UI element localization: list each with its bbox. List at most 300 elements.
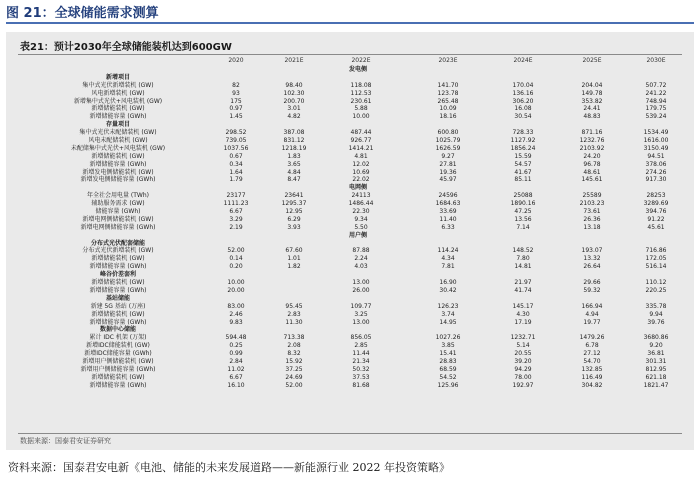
table-cell: 149.78: [581, 89, 603, 97]
table-cell: 4.94: [585, 310, 599, 318]
row-label: 未配储集中式光伏+风电装机 (GW): [70, 144, 166, 152]
table-cell: 1486.44: [348, 200, 374, 208]
table-cell: 13.56: [514, 215, 532, 223]
table-row: [18, 137, 682, 145]
table-cell: 5.14: [516, 342, 530, 350]
table-cell: 4.82: [287, 113, 301, 121]
table-cell: 487.44: [350, 129, 372, 137]
col-header: 2023E: [438, 57, 458, 64]
outer-source-note: 资料来源：国泰君安电新《电池、储能的未来发展道路——新能源行业 2022 年投资策略》: [8, 461, 450, 474]
table-cell: 9.94: [649, 310, 663, 318]
table-cell: 28253: [646, 192, 666, 200]
table-cell: 11.02: [227, 365, 245, 373]
table-cell: 6.33: [441, 223, 455, 231]
table-cell: 1821.47: [643, 381, 669, 389]
table-cell: 265.48: [437, 97, 459, 105]
table-cell: 3150.49: [643, 144, 669, 152]
table-cell: 41.74: [514, 286, 532, 294]
table-row: [18, 358, 682, 366]
row-label: 年全社会用电量 (TWh): [87, 192, 149, 200]
table-cell: 48.83: [583, 113, 601, 121]
table-cell: 82: [232, 81, 240, 89]
table-cell: 11.44: [352, 350, 370, 358]
table-cell: 91.22: [647, 215, 665, 223]
row-label: 用户侧: [348, 231, 367, 239]
table-cell: 26.64: [583, 263, 601, 271]
row-label: 新增储能装机 (GW): [91, 279, 145, 287]
figure-title: 图 21：全球储能需求测算: [6, 6, 159, 21]
table-cell: 516.14: [645, 263, 667, 271]
table-cell: 2.83: [287, 310, 301, 318]
table-cell: 59.32: [583, 286, 601, 294]
table-cell: 378.06: [645, 160, 667, 168]
row-label: 新增集中式光伏+风电装机 (GW): [73, 97, 163, 105]
table-cell: 94.29: [514, 365, 532, 373]
table-cell: 20.00: [227, 286, 245, 294]
table-cell: 7.81: [441, 263, 455, 271]
table-row: [18, 311, 682, 319]
table-cell: 739.05: [225, 137, 247, 145]
table-cell: 1111.23: [223, 200, 249, 208]
table-cell: 716.86: [645, 247, 667, 255]
section-row: [18, 232, 682, 240]
row-label: 新增储能装机 (GW): [91, 310, 145, 318]
row-label: 集中式光伏新增装机 (GW): [82, 81, 154, 89]
table-cell: 12.95: [285, 208, 303, 216]
table-cell: 136.16: [512, 89, 534, 97]
row-label: 新增储能容量 (GWh): [89, 381, 147, 389]
table-cell: 230.61: [350, 97, 372, 105]
row-label: 辅助服务需求 (GW): [91, 200, 145, 208]
table-cell: 1.01: [287, 255, 301, 263]
row-label: 储能容量 (GWh): [95, 208, 141, 216]
table-cell: 4.03: [354, 263, 368, 271]
row-label: 新增发电侧储能容量 (GWh): [80, 176, 156, 184]
row-label: 新增IDC储能装机 (GW): [86, 342, 150, 350]
row-label: 新增储能容量 (GWh): [89, 160, 147, 168]
table-row: [18, 153, 682, 161]
table-cell: 917.30: [645, 176, 667, 184]
table-row: [18, 382, 682, 390]
section-row: [18, 66, 682, 74]
table-header: [18, 56, 682, 66]
table-cell: 353.82: [581, 97, 603, 105]
row-label: 新增储能装机 (GW): [91, 373, 145, 381]
table-cell: 95.45: [285, 302, 303, 310]
table-cell: 8.32: [287, 350, 301, 358]
table-cell: 110.12: [645, 279, 667, 287]
table-cell: 2.46: [229, 310, 243, 318]
table-cell: 45.97: [439, 176, 457, 184]
subsection-row: [18, 121, 682, 129]
table-cell: 2.85: [354, 342, 368, 350]
table-cell: 1127.92: [510, 137, 536, 145]
table-cell: 1.82: [287, 263, 301, 271]
table-cell: 50.32: [352, 365, 370, 373]
table-cell: 1037.56: [223, 144, 249, 152]
table-cell: 6.67: [229, 208, 243, 216]
table-cell: 18.16: [439, 113, 457, 121]
table-cell: 172.05: [645, 255, 667, 263]
row-label: 累计 IDC 机架 (万架): [89, 334, 147, 342]
table-row: [18, 200, 682, 208]
table-cell: 114.24: [437, 247, 459, 255]
table-cell: 26.36: [583, 215, 601, 223]
table-panel: [6, 32, 694, 450]
table-row: [18, 374, 682, 382]
table-cell: 204.04: [581, 81, 603, 89]
table-cell: 33.69: [439, 208, 457, 216]
table-cell: 0.34: [229, 160, 243, 168]
table-cell: 54.70: [583, 357, 601, 365]
table-cell: 98.40: [285, 81, 303, 89]
table-cell: 73.61: [583, 208, 601, 216]
table-cell: 8.47: [287, 176, 301, 184]
row-label: 发电侧: [348, 66, 367, 73]
subsection-row: [18, 74, 682, 82]
table-cell: 301.31: [645, 357, 667, 365]
table-cell: 192.97: [512, 381, 534, 389]
table-cell: 125.96: [437, 381, 459, 389]
table-cell: 11.30: [285, 318, 303, 326]
figure-title-bar: [6, 2, 694, 24]
table-cell: 24.41: [583, 105, 601, 113]
table-row: [18, 129, 682, 137]
table-cell: 39.20: [514, 357, 532, 365]
table-cell: 21.34: [352, 357, 370, 365]
table-cell: 728.33: [512, 129, 534, 137]
table-cell: 2103.92: [579, 144, 605, 152]
row-label: 风电新增装机 (GW): [91, 89, 145, 97]
row-label: 风电未配储装机 (GW): [88, 137, 148, 145]
table-row: [18, 192, 682, 200]
table-cell: 2.84: [229, 357, 243, 365]
table-cell: 298.52: [225, 129, 247, 137]
table-cell: 13.00: [352, 318, 370, 326]
table-cell: 9.34: [354, 215, 368, 223]
table-cell: 28.83: [439, 357, 457, 365]
table-cell: 4.30: [516, 310, 530, 318]
table-cell: 3.85: [441, 342, 455, 350]
table-cell: 67.60: [285, 247, 303, 255]
table-cell: 25088: [513, 192, 533, 200]
table-cell: 45.61: [647, 223, 665, 231]
table-cell: 179.75: [645, 105, 667, 113]
col-header: 2030E: [646, 57, 666, 64]
table-cell: 13.32: [583, 255, 601, 263]
table-cell: 4.34: [441, 255, 455, 263]
table-cell: 335.78: [645, 302, 667, 310]
table-cell: 926.77: [350, 137, 372, 145]
row-label: 新增项目: [105, 73, 130, 81]
table-cell: 22.30: [352, 208, 370, 216]
table-row: [18, 82, 682, 90]
table-cell: 539.24: [645, 113, 667, 121]
table-cell: 93: [232, 89, 240, 97]
table-cell: 1232.76: [579, 137, 605, 145]
table-cell: 3.65: [287, 160, 301, 168]
table-cell: 748.94: [645, 97, 667, 105]
table-cell: 141.70: [437, 81, 459, 89]
table-cell: 193.07: [581, 247, 603, 255]
table-cell: 7.14: [516, 223, 530, 231]
row-label: 电网侧: [348, 184, 367, 192]
table-row: [18, 366, 682, 374]
table-cell: 9.27: [441, 152, 455, 160]
table-cell: 123.78: [437, 89, 459, 97]
col-header: 2025E: [582, 57, 602, 64]
table-cell: 7.80: [516, 255, 530, 263]
table-cell: 37.25: [285, 365, 303, 373]
table-cell: 16.90: [439, 279, 457, 287]
table-cell: 15.41: [439, 350, 457, 358]
table-cell: 148.52: [512, 247, 534, 255]
table-cell: 37.53: [352, 373, 370, 381]
table-cell: 170.04: [512, 81, 534, 89]
table-cell: 83.00: [227, 302, 245, 310]
table-cell: 23641: [284, 192, 304, 200]
table-row: [18, 350, 682, 358]
table-cell: 14.95: [439, 318, 457, 326]
table-caption: 表21：预计2030年全球储能装机达到600GW: [20, 42, 232, 53]
table-cell: 507.72: [645, 81, 667, 89]
table-cell: 24.69: [285, 373, 303, 381]
table-cell: 10.09: [439, 105, 457, 113]
table-cell: 2.08: [287, 342, 301, 350]
table-cell: 27.81: [439, 160, 457, 168]
table-cell: 9.20: [649, 342, 663, 350]
table-row: [18, 287, 682, 295]
table-cell: 13.18: [583, 223, 601, 231]
table-cell: 24.20: [583, 152, 601, 160]
row-label: 新增储能容量 (GWh): [89, 263, 147, 271]
table-cell: 871.16: [581, 129, 603, 137]
table-cell: 41.67: [514, 168, 532, 176]
table-cell: 5.50: [354, 223, 368, 231]
table-cell: 52.00: [285, 381, 303, 389]
table-cell: 4.81: [354, 152, 368, 160]
table-cell: 1025.79: [435, 137, 461, 145]
table-cell: 30.42: [439, 286, 457, 294]
table-row: [18, 90, 682, 98]
table-row: [18, 342, 682, 350]
table-cell: 1414.21: [348, 144, 374, 152]
table-cell: 2.19: [229, 223, 243, 231]
table-cell: 1232.71: [510, 334, 536, 342]
table-cell: 6.67: [229, 373, 243, 381]
table-cell: 6.29: [287, 215, 301, 223]
table-cell: 4.84: [287, 168, 301, 176]
row-label: 新增发电侧储能装机 (GW): [82, 168, 154, 176]
table-cell: 78.00: [514, 373, 532, 381]
table-cell: 3289.69: [643, 200, 669, 208]
table-cell: 220.25: [645, 286, 667, 294]
col-header: 2021E: [284, 57, 304, 64]
table-cell: 52.00: [227, 247, 245, 255]
table-row: [18, 216, 682, 224]
table-cell: 1890.16: [510, 200, 536, 208]
caption-divider: [18, 54, 682, 55]
table-cell: 25589: [582, 192, 602, 200]
table-cell: 132.85: [581, 365, 603, 373]
table-cell: 94.51: [647, 152, 665, 160]
table-row: [18, 145, 682, 153]
table-cell: 394.76: [645, 208, 667, 216]
table-cell: 387.08: [283, 129, 305, 137]
row-label: 新增储能容量 (GWh): [89, 318, 147, 326]
table-cell: 0.25: [229, 342, 243, 350]
table-cell: 109.77: [350, 302, 372, 310]
table-cell: 0.97: [229, 105, 243, 113]
table-cell: 304.82: [581, 381, 603, 389]
table-cell: 47.25: [514, 208, 532, 216]
table-cell: 2103.23: [579, 200, 605, 208]
table-cell: 0.20: [229, 263, 243, 271]
table-cell: 102.30: [283, 89, 305, 97]
table-cell: 6.78: [585, 342, 599, 350]
table-cell: 3.29: [229, 215, 243, 223]
table-cell: 29.66: [583, 279, 601, 287]
table-body: [18, 66, 682, 390]
table-cell: 24113: [351, 192, 371, 200]
table-cell: 306.20: [512, 97, 534, 105]
row-label: 分布式光伏新增装机 (GW): [82, 247, 154, 255]
row-label: 新增储能装机 (GW): [91, 152, 145, 160]
table-row: [18, 303, 682, 311]
inner-source-note: 数据来源：国泰君安证券研究: [20, 437, 111, 445]
table-cell: 1218.19: [281, 144, 307, 152]
table-cell: 3.01: [287, 105, 301, 113]
table-cell: 831.12: [283, 137, 305, 145]
table-cell: 20.55: [514, 350, 532, 358]
table-cell: 856.05: [350, 334, 372, 342]
table-cell: 19.36: [439, 168, 457, 176]
table-cell: 0.14: [229, 255, 243, 263]
table-cell: 10.00: [227, 279, 245, 287]
table-cell: 200.70: [283, 97, 305, 105]
table-cell: 116.49: [581, 373, 603, 381]
table-cell: 812.95: [645, 365, 667, 373]
row-label: 峰谷价差套利: [99, 271, 136, 279]
table-row: [18, 263, 682, 271]
row-label: 基站储能: [105, 294, 130, 302]
table-row: [18, 334, 682, 342]
table-cell: 15.92: [285, 357, 303, 365]
table-cell: 594.48: [225, 334, 247, 342]
table-cell: 274.26: [645, 168, 667, 176]
col-header: 2024E: [513, 57, 533, 64]
row-label: 新增IDC储能容量 (GWh): [84, 350, 152, 358]
table-cell: 3.74: [441, 310, 455, 318]
table-cell: 112.53: [350, 89, 372, 97]
table-cell: 2.24: [354, 255, 368, 263]
table-cell: 713.38: [283, 334, 305, 342]
row-label: 新增储能装机 (GW): [91, 255, 145, 263]
table-cell: 3.93: [287, 223, 301, 231]
table-cell: 1479.26: [579, 334, 605, 342]
table-cell: 36.81: [647, 350, 665, 358]
table-cell: 10.69: [352, 168, 370, 176]
table-cell: 175: [230, 97, 242, 105]
row-label: 分布式光伏配套储能: [90, 239, 145, 247]
table-cell: 1684.63: [435, 200, 461, 208]
table-cell: 54.57: [514, 160, 532, 168]
table-cell: 27.12: [583, 350, 601, 358]
table-cell: 621.18: [645, 373, 667, 381]
table-cell: 166.94: [581, 302, 603, 310]
subsection-row: [18, 295, 682, 303]
table-cell: 1.79: [229, 176, 243, 184]
table-cell: 1.45: [229, 113, 243, 121]
table-cell: 19.77: [583, 318, 601, 326]
row-label: 存量项目: [105, 121, 130, 129]
row-label: 新增用户侧储能装机 (GW): [82, 357, 154, 365]
row-label: 集中式光伏未配储装机 (GW): [79, 129, 157, 137]
table-cell: 68.59: [439, 365, 457, 373]
row-label: 数据中心储能: [99, 326, 136, 334]
footer-divider: [18, 433, 682, 434]
table-cell: 23177: [226, 192, 246, 200]
table-row: [18, 279, 682, 287]
table-cell: 1295.37: [281, 200, 307, 208]
row-label: 新增电网侧储能容量 (GWh): [80, 223, 156, 231]
table-row: [18, 224, 682, 232]
table-cell: 5.88: [354, 105, 368, 113]
table-cell: 241.22: [645, 89, 667, 97]
table-cell: 3.25: [354, 310, 368, 318]
table-cell: 85.11: [514, 176, 532, 184]
table-cell: 21.97: [514, 279, 532, 287]
row-label: 新增电网侧储能装机 (GW): [82, 215, 154, 223]
table-cell: 16.08: [514, 105, 532, 113]
table-cell: 600.80: [437, 129, 459, 137]
table-cell: 48.61: [583, 168, 601, 176]
table-cell: 10.00: [352, 113, 370, 121]
table-cell: 96.78: [583, 160, 601, 168]
table-cell: 1027.26: [435, 334, 461, 342]
table-cell: 16.10: [227, 381, 245, 389]
table-cell: 24596: [438, 192, 458, 200]
subsection-row: [18, 271, 682, 279]
table-cell: 54.52: [439, 373, 457, 381]
table-cell: 15.59: [514, 152, 532, 160]
table-cell: 12.02: [352, 160, 370, 168]
table-cell: 14.81: [514, 263, 532, 271]
col-header: 2020: [228, 57, 244, 64]
table-cell: 145.61: [581, 176, 603, 184]
table-cell: 1.83: [287, 152, 301, 160]
table-cell: 22.02: [352, 176, 370, 184]
row-label: 新增储能容量 (GWh): [89, 113, 147, 121]
table-cell: 9.83: [229, 318, 243, 326]
table-cell: 30.54: [514, 113, 532, 121]
table-cell: 0.99: [229, 350, 243, 358]
table-cell: 26.00: [352, 286, 370, 294]
col-header: 2022E: [351, 57, 371, 64]
table-cell: 3680.86: [643, 334, 669, 342]
table-cell: 13.00: [352, 279, 370, 287]
table-cell: 118.08: [350, 81, 372, 89]
row-label: 新增用户侧储能容量 (GWh): [80, 365, 156, 373]
table-cell: 39.76: [647, 318, 665, 326]
table-row: [18, 161, 682, 169]
row-label: 新增储能装机 (GW): [91, 105, 145, 113]
table-cell: 87.88: [352, 247, 370, 255]
table-cell: 17.19: [514, 318, 532, 326]
table-cell: 1616.00: [643, 137, 669, 145]
table-cell: 0.67: [229, 152, 243, 160]
table-cell: 1626.59: [435, 144, 461, 152]
